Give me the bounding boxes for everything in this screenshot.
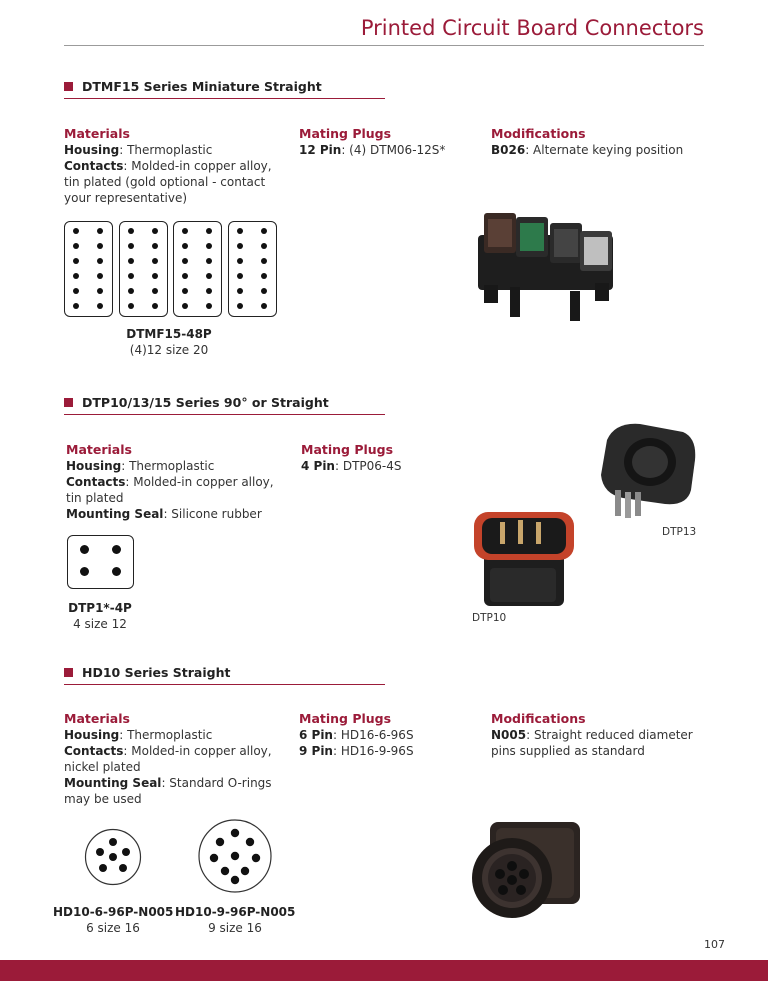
mating-line: 4 Pin: DTP06-4S (301, 459, 402, 473)
mating-line: 6 Pin: HD16-6-96S (299, 728, 414, 742)
pin-dot (206, 228, 212, 234)
part-number: HD10-6-96P-N005 (53, 905, 174, 919)
pin-dot (97, 228, 103, 234)
pin-dot (128, 228, 134, 234)
hd10-6-pin-diagram (84, 828, 142, 886)
pin-dot (182, 303, 188, 309)
pin-dot (97, 288, 103, 294)
pin-dot (96, 848, 104, 856)
mating-line: 12 Pin: (4) DTM06-12S* (299, 143, 446, 157)
pin-dot (206, 258, 212, 264)
pin-dot (73, 288, 79, 294)
pin-dot (128, 258, 134, 264)
pin-dot (182, 228, 188, 234)
pin-dot (112, 567, 121, 576)
pin-dot (221, 867, 229, 875)
section-rule (64, 684, 385, 685)
section-heading-dtmf15 (64, 79, 322, 94)
mating-plugs-block (299, 711, 479, 759)
modification-line: B026: Alternate keying position (491, 143, 684, 157)
pin-dot (97, 243, 103, 249)
pin-dot (97, 273, 103, 279)
pin-dot (231, 852, 239, 860)
part-number: HD10-9-96P-N005 (175, 905, 296, 919)
modifications-heading: Modifications (491, 711, 586, 726)
part-description: (4)12 size 20 (129, 343, 209, 357)
seal-line: Mounting Seal: Silicone rubber (66, 507, 262, 521)
pin-dot (237, 273, 243, 279)
part-caption (53, 904, 173, 936)
materials-block (66, 442, 286, 522)
section-rule (64, 98, 385, 99)
housing-line: Housing: Thermoplastic (64, 143, 213, 157)
pin-dot (206, 288, 212, 294)
materials-heading: Materials (64, 126, 130, 141)
pin-dot (122, 848, 130, 856)
mating-line: 9 Pin: HD16-9-96S (299, 744, 414, 758)
pin-dot (152, 273, 158, 279)
footer-bar (0, 960, 768, 981)
pin-dot (112, 545, 121, 554)
dtp13-connector-photo (595, 420, 700, 525)
contacts-line: Contacts: Molded-in copper alloy, tin plated (gold optional - contact your representative) (64, 159, 272, 205)
section-heading-hd10 (64, 665, 230, 680)
pin-dot (128, 243, 134, 249)
pin-dot (128, 303, 134, 309)
section-heading-text: DTP10/13/15 Series 90° or Straight (82, 395, 329, 410)
modifications-heading: Modifications (491, 126, 586, 141)
mating-plugs-heading: Mating Plugs (301, 442, 394, 457)
pin-dot (237, 228, 243, 234)
pin-dot (152, 288, 158, 294)
mating-plugs-block (301, 442, 481, 474)
section-bullet-icon (64, 398, 73, 407)
page-number: 107 (704, 938, 725, 951)
pin-dot (261, 243, 267, 249)
pin-dot (97, 258, 103, 264)
pin-dot (80, 545, 89, 554)
part-description: 9 size 16 (208, 921, 262, 935)
section-rule (64, 414, 385, 415)
pin-dot (261, 258, 267, 264)
pin-dot (182, 243, 188, 249)
pin-dot (119, 864, 127, 872)
photo-label-dtp10: DTP10 (472, 612, 507, 624)
pin-dot (152, 258, 158, 264)
pin-dot (109, 838, 117, 846)
pin-dot (252, 854, 260, 862)
dtp-pin-diagram (67, 535, 134, 589)
title-rule (64, 45, 704, 46)
pin-dot (73, 258, 79, 264)
photo-label-dtp13: DTP13 (662, 526, 697, 538)
part-description: 4 size 12 (73, 617, 127, 631)
page-title: Printed Circuit Board Connectors (360, 16, 704, 40)
pin-dot (261, 303, 267, 309)
pin-dot (237, 303, 243, 309)
part-caption (175, 904, 295, 936)
pin-dot (128, 288, 134, 294)
pin-dot (206, 273, 212, 279)
housing-line: Housing: Thermoplastic (66, 459, 215, 473)
pin-dot (73, 303, 79, 309)
contacts-line: Contacts: Molded-in copper alloy, nickel plated (64, 744, 272, 774)
pin-dot (216, 838, 224, 846)
pin-dot (241, 867, 249, 875)
materials-block (64, 711, 279, 807)
pin-dot (246, 838, 254, 846)
pin-dot (210, 854, 218, 862)
materials-heading: Materials (64, 711, 130, 726)
pin-cavity-box (228, 221, 277, 317)
section-heading-text: HD10 Series Straight (82, 665, 231, 680)
part-description: 6 size 16 (86, 921, 140, 935)
pin-dot (97, 303, 103, 309)
pin-dot (261, 228, 267, 234)
pin-cavity-box (173, 221, 222, 317)
pin-dot (73, 243, 79, 249)
part-number: DTMF15-48P (126, 327, 212, 341)
part-caption (104, 326, 234, 358)
section-heading-dtp (64, 395, 329, 410)
pin-dot (80, 567, 89, 576)
section-bullet-icon (64, 668, 73, 677)
pin-dot (152, 303, 158, 309)
mating-plugs-block (299, 126, 479, 158)
housing-line: Housing: Thermoplastic (64, 728, 213, 742)
pin-cavity-box (64, 221, 113, 317)
materials-heading: Materials (66, 442, 132, 457)
dtp10-connector-photo (470, 508, 580, 613)
pin-dot (206, 303, 212, 309)
pin-dot (261, 273, 267, 279)
pin-dot (261, 288, 267, 294)
seal-line: Mounting Seal: Standard O-rings may be used (64, 776, 272, 806)
pin-dot (237, 288, 243, 294)
materials-block (64, 126, 284, 206)
dtmf15-pin-diagram (64, 221, 274, 317)
pin-dot (152, 228, 158, 234)
dtmf15-connector-photo (470, 205, 630, 330)
part-caption (56, 600, 144, 632)
pin-dot (73, 228, 79, 234)
part-number: DTP1*-4P (68, 601, 132, 615)
modifications-block (491, 126, 711, 158)
pin-dot (128, 273, 134, 279)
pin-dot (231, 829, 239, 837)
pin-dot (109, 853, 117, 861)
pin-cavity-box (119, 221, 168, 317)
pin-dot (182, 288, 188, 294)
pin-dot (206, 243, 212, 249)
pin-dot (231, 876, 239, 884)
section-bullet-icon (64, 82, 73, 91)
pin-dot (237, 243, 243, 249)
hd10-connector-photo (466, 818, 591, 923)
pin-dot (182, 273, 188, 279)
mating-plugs-heading: Mating Plugs (299, 711, 392, 726)
pin-dot (237, 258, 243, 264)
pin-dot (99, 864, 107, 872)
mating-plugs-heading: Mating Plugs (299, 126, 392, 141)
section-heading-text: DTMF15 Series Miniature Straight (82, 79, 322, 94)
hd10-9-pin-diagram (197, 818, 273, 894)
contacts-line: Contacts: Molded-in copper alloy, tin plated (66, 475, 274, 505)
pin-dot (182, 258, 188, 264)
modification-line: N005: Straight reduced diameter pins supplied as standard (491, 728, 693, 758)
pin-dot (73, 273, 79, 279)
modifications-block (491, 711, 706, 759)
pin-dot (152, 243, 158, 249)
